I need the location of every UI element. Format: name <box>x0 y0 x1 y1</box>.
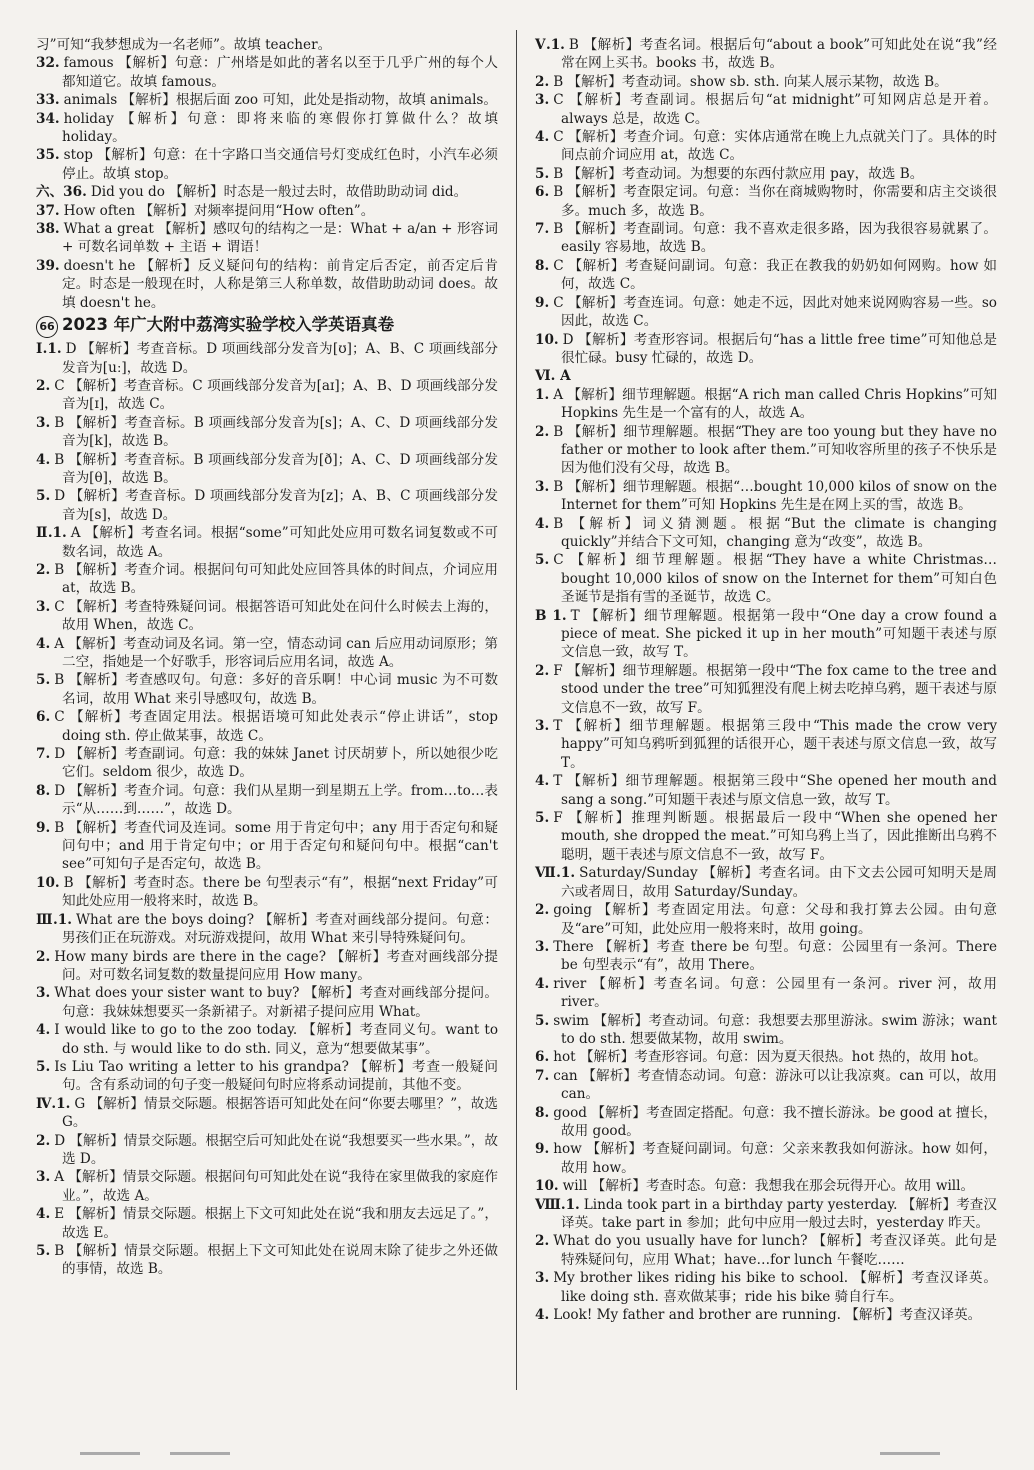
answer-text: My brother likes riding his bike to school. 【解析】考查汉译英。like doing sth. 喜欢做某事；ride his bike 骑自行车。 <box>553 1270 997 1305</box>
answer-number: Ⅴ.1. <box>535 37 565 53</box>
footer-marks <box>0 1452 1034 1462</box>
answer-number: Ⅳ.1. <box>36 1095 71 1112</box>
answer-text: T 【解析】细节理解题。根据第三段中“She opened her mouth and sang a song.”可知题干表述与原文信息一致，故写 T。 <box>553 773 997 808</box>
answer-text: Saturday/Sunday 【解析】考查名词。由下文去公园可知明天是周六或者周日，故用 Saturday/Sunday。 <box>561 865 998 900</box>
answer-number: 10. <box>535 1178 559 1195</box>
answer-text: going 【解析】考查固定用法。句意：父母和我打算去公园。由句意及“are”可知，此处应用一般将来时，故用 going。 <box>553 902 997 937</box>
answer-number: 4. <box>36 1022 51 1039</box>
answer-text: doesn't he 【解析】反义疑问句的结构：前肯定后否定，前否定后肯定。时态是一般现在时，人称是第三人称单数，故借助助动词 does。故填 doesn't he。 <box>62 257 498 311</box>
answer-item <box>535 367 997 385</box>
answer-number: 5. <box>535 1012 550 1029</box>
answer-item <box>535 1067 997 1104</box>
answer-item <box>36 1168 498 1205</box>
answer-item <box>535 938 997 975</box>
answer-text: A 【解析】考查名词。根据“some”可知此处应用可数名词复数或不可数名词，故选 A。 <box>62 525 498 560</box>
answer-item <box>535 91 997 128</box>
answer-number: 3. <box>535 1270 550 1287</box>
answer-number: Ⅱ.1. <box>36 525 67 542</box>
answer-number: 3. <box>535 718 550 735</box>
answer-item <box>535 220 997 257</box>
answer-number: 5. <box>36 1058 51 1075</box>
answer-text: B 【解析】考查感叹句。句意：多好的音乐啊！中心词 music 为不可数名词，故用 What 来引导感叹句，故选 B。 <box>54 672 498 707</box>
answer-number: 5. <box>535 552 550 569</box>
answer-item <box>36 110 498 147</box>
answer-text: What does your sister want to buy? 【解析】考查对画线部分提问。句意：我妹妹想要买一条新裙子。对新裙子提问应用 What。 <box>54 985 498 1020</box>
answer-text: will 【解析】考查时态。句意：我想我在那会玩得开心。故用 will。 <box>562 1178 975 1195</box>
answer-text: How many birds are there in the cage? 【解析】考查对画线部分提问。对可数名词复数的数量提问应用 How many。 <box>54 948 498 983</box>
answer-text: B 【解析】细节理解题。根据“They are too young but they have no father or mother to look after them.”可知收容所里的孩子不快乐是因为他们没有父母，故选 B。 <box>553 423 997 477</box>
answer-item <box>36 220 498 257</box>
answer-number: 3. <box>36 1169 51 1186</box>
answer-text: What do you usually have for lunch? 【解析】考查汉译英。此句是特殊疑问句，应用 What；have…for lunch 午餐吃…… <box>553 1233 997 1268</box>
column-divider <box>516 30 517 1390</box>
answer-text: B 【解析】考查代词及连词。some 用于肯定句中；any 用于否定句和疑问句中；and 用于肯定句中；or 用于否定句和疑问句中。根据“can't see”可知句子是否定句，故选 B。 <box>54 819 498 873</box>
answer-text: B 【解析】细节理解题。根据“…bought 10,000 kilos of snow on the Internet for them”可知 Hopkins 先生是在网上买的雪，故选 B。 <box>553 478 997 514</box>
answer-text: Look! My father and brother are running. 【解析】考查汉译英。 <box>553 1307 982 1324</box>
answer-item <box>36 874 498 911</box>
answer-item <box>36 1242 498 1279</box>
answer-text: river 【解析】考查名词。句意：公园里有一条河。river 河，故用 river。 <box>553 975 997 1011</box>
answer-item <box>535 257 997 294</box>
answer-item <box>535 607 997 662</box>
answer-number: 4. <box>535 1307 550 1324</box>
answer-text: A 【解析】情景交际题。根据问句可知此处在说“我待在家里做我的家庭作业。”，故选 A。 <box>54 1169 498 1204</box>
right-answer-list <box>535 36 997 1324</box>
answer-item <box>535 1177 997 1195</box>
answer-item <box>36 377 498 414</box>
answer-number: 9. <box>535 1141 550 1158</box>
answer-text: D 【解析】情景交际题。根据空后可知此处在说“我想要买一些水果。”，故选 D。 <box>54 1132 498 1167</box>
answer-text: T 【解析】细节理解题。根据第三段中“This made the crow very happy”可知乌鸦听到狐狸的话很开心，题干表述与原文信息一致，故写 T。 <box>553 718 997 771</box>
answer-item <box>36 782 498 819</box>
answer-text: swim 【解析】考查动词。句意：我想要去那里游泳。swim 游泳；want to do sth. 想要做某物，故用 swim。 <box>553 1012 997 1047</box>
answer-number: 34. <box>36 110 60 127</box>
answer-number: 5. <box>535 165 550 182</box>
answer-text: B 【解析】词义猜测题。根据“But the climate is changing quickly”并结合下文可知，changing 意为“改变”，故选 B。 <box>553 515 997 550</box>
answer-text: 习”可知“我梦想成为一名老师”。故填 teacher。 <box>36 37 332 53</box>
answer-item <box>36 1058 498 1095</box>
answer-number: 2. <box>36 561 51 578</box>
answer-item <box>535 294 997 331</box>
answer-item <box>535 165 997 183</box>
answer-number: 7. <box>535 221 550 238</box>
answer-number: 3. <box>36 985 51 1002</box>
answer-text: holiday 【解析】句意：即将来临的寒假你打算做什么？故填 holiday。 <box>62 110 498 146</box>
answer-item <box>535 1048 997 1066</box>
answer-item <box>535 331 997 368</box>
answer-number: 3. <box>36 598 51 615</box>
answer-text: D 【解析】考查介词。句意：我们从星期一到星期五上学。from…to…表示“从……到……”，故选 D。 <box>54 782 498 818</box>
answer-text: I would like to go to the zoo today. 【解析】考查同义句。want to do sth. 与 would like to do sth. 同义，意为“想要做某事”。 <box>54 1022 498 1057</box>
answer-item <box>535 478 997 515</box>
answer-number: 7. <box>36 746 51 763</box>
answer-number: Ⅶ.1. <box>535 865 576 882</box>
answer-text: B 【解析】考查副词。句意：我不喜欢走很多路，因为我很容易就累了。easily 容易地，故选 B。 <box>553 221 997 256</box>
answer-item <box>535 1012 997 1049</box>
answer-text: famous 【解析】句意：广州塔是如此的著名以至于几乎广州的每个人都知道它。故填 famous。 <box>62 55 498 90</box>
answer-text: B 【解析】考查音标。B 项画线部分发音为[s]；A、C、D 项画线部分发音为[k]，故选 B。 <box>54 414 498 450</box>
answer-item <box>36 451 498 488</box>
section-title <box>36 314 498 338</box>
answer-item <box>36 1132 498 1169</box>
answer-item <box>535 183 997 220</box>
answer-text: C 【解析】考查副词。根据后句“at midnight”可知网店总是开着。always 总是，故选 C。 <box>553 92 997 127</box>
answer-item <box>36 561 498 598</box>
answer-item <box>36 340 498 377</box>
answer-item <box>36 948 498 985</box>
answer-text: C 【解析】考查疑问副词。句意：我正在教我的奶奶如何网购。how 如何，故选 C。 <box>553 257 997 293</box>
answer-item <box>535 423 997 478</box>
answer-item <box>535 901 997 938</box>
answer-item <box>36 146 498 183</box>
answer-item <box>36 202 498 220</box>
left-column <box>36 36 498 1279</box>
answer-number: 4. <box>535 515 550 532</box>
answer-item <box>36 257 498 312</box>
answer-text: B 【解析】情景交际题。根据上下文可知此处在说周末除了徒步之外还做的事情，故选 B。 <box>54 1243 498 1278</box>
answer-text: F 【解析】细节理解题。根据第一段中“The fox came to the tree and stood under the tree”可知狐狸没有爬上树去吃掉乌鸦，题干表述与原文信息不一致，故写 F。 <box>553 662 997 716</box>
answer-text: B 【解析】考查动词。为想要的东西付款应用 pay，故选 B。 <box>553 165 924 182</box>
answer-number: 4. <box>535 129 550 146</box>
answer-item <box>36 671 498 708</box>
answer-number: 5. <box>36 1243 51 1259</box>
answer-text: B 【解析】考查时态。there be 句型表示“有”，根据“next Friday”可知此处应用一般将来时，故选 B。 <box>62 874 498 910</box>
answer-text: good 【解析】考查固定搭配。句意：我不擅长游泳。be good at 擅长，故用 good。 <box>553 1104 997 1139</box>
answer-item <box>36 414 498 451</box>
answer-text: C 【解析】考查特殊疑问词。根据答语可知此处在问什么时候去上海的，故用 When，故选 C。 <box>54 598 498 634</box>
answer-number: 2. <box>535 902 550 919</box>
answer-item <box>535 1140 997 1177</box>
answer-item <box>535 1306 997 1324</box>
answer-item <box>535 975 997 1012</box>
answer-number: 3. <box>535 938 550 955</box>
answer-number: 2. <box>36 377 51 394</box>
answer-text: C 【解析】考查连词。句意：她走不远，因此对她来说网购容易一些。so 因此，故选 C。 <box>553 294 997 330</box>
answer-number: 6. <box>535 184 550 201</box>
answer-text: T 【解析】细节理解题。根据第一段中“One day a crow found a piece of meat. She picked it up in her mouth”可知题干表述与原文信息一致，故写 T。 <box>561 607 997 661</box>
answer-item <box>36 91 498 109</box>
answer-item <box>36 524 498 561</box>
answer-number: 33. <box>36 92 60 109</box>
answer-number: 2. <box>535 1233 550 1250</box>
answer-text: A 【解析】考查动词及名词。第一空，情态动词 can 后应用动词原形；第二空，指她是一个好歌手，形容词后应用名词，故选 A。 <box>54 635 498 670</box>
answer-text: can 【解析】考查情态动词。句意：游泳可以让我凉爽。can 可以，故用 can。 <box>553 1067 997 1103</box>
answer-item <box>535 128 997 165</box>
answer-text: B 【解析】考查音标。B 项画线部分发音为[ð]；A、C、D 项画线部分发音为[θ]，故选 B。 <box>54 451 498 486</box>
answer-number: 2. <box>36 1132 51 1149</box>
answer-number: 10. <box>535 331 559 348</box>
answer-text: stop 【解析】句意：在十字路口当交通信号灯变成红色时，小汽车必须停止。故填 stop。 <box>62 147 498 182</box>
answer-number: 37. <box>36 202 60 219</box>
answer-item <box>535 864 997 901</box>
answer-number: 2. <box>535 423 550 440</box>
answer-text: F 【解析】推理判断题。根据最后一段中“When she opened her mouth, she dropped the meat.”可知乌鸦上当了，因此推断出乌鸦不聪明，题干表述与原文信息不一致，故写 F。 <box>553 810 997 863</box>
answer-number: 6. <box>535 1049 550 1066</box>
answer-number: 2. <box>36 948 51 965</box>
answer-item <box>535 1196 997 1233</box>
answer-text: C 【解析】考查音标。C 项画线部分发音为[aɪ]；A、B、D 项画线部分发音为[ɪ]，故选 C。 <box>54 377 498 413</box>
answer-number: Ⅵ. A <box>535 368 571 385</box>
answer-number: 3. <box>36 414 51 431</box>
answer-text: There 【解析】考查 there be 句型。句意：公园里有一条河。There be 句型表示“有”，故用 There。 <box>553 938 997 974</box>
answer-text: D 【解析】考查音标。D 项画线部分发音为[ʊ]；A、B、C 项画线部分发音为[uː]，故选 D。 <box>62 341 498 376</box>
answer-item <box>36 183 498 201</box>
answer-text: B 【解析】考查名词。根据后句“about a book”可知此处在说“我”经常在网上买书。books 书，故选 B。 <box>561 37 997 72</box>
answer-text: Is Liu Tao writing a letter to his grandpa? 【解析】考查一般疑问句。含有系动词的句子变一般疑问句时应将系动词提前，其他不变。 <box>54 1058 498 1094</box>
answer-text: How often 【解析】对频率提问用“How often”。 <box>63 202 375 219</box>
answer-number: 3. <box>535 92 550 109</box>
answer-text: D 【解析】考查音标。D 项画线部分发音为[z]；A、B、C 项画线部分发音为[s]，故选 D。 <box>54 488 498 523</box>
answer-text: B 【解析】考查限定词。句意：当你在商城购物时，你需要和店主交谈很多。much 多，故选 B。 <box>553 184 997 219</box>
answer-text: Did you do 【解析】时态是一般过去时，故借助助动词 did。 <box>90 184 468 201</box>
answer-number: Ⅷ.1. <box>535 1196 580 1213</box>
answer-number: 4. <box>36 635 51 652</box>
answer-item <box>36 54 498 91</box>
section-number-badge: 66 <box>36 316 58 338</box>
answer-item <box>36 635 498 672</box>
answer-text: D 【解析】考查形容词。根据后句“has a little free time”可知他总是很忙碌。busy 忙碌的，故选 D。 <box>561 331 997 366</box>
answer-number: Ⅰ.1. <box>36 341 62 358</box>
answer-item <box>535 1104 997 1141</box>
answer-number: 8. <box>535 257 550 274</box>
answer-item <box>535 386 997 423</box>
answer-number: 5. <box>36 488 51 505</box>
answer-number: 9. <box>535 294 550 311</box>
answer-item <box>36 1095 498 1132</box>
answer-number: B 1. <box>535 607 567 624</box>
answer-number: 8. <box>36 782 51 799</box>
answer-text: animals 【解析】根据后面 zoo 可知，此处是指动物，故填 animals。 <box>63 92 497 109</box>
answer-item <box>36 819 498 874</box>
answer-text: D 【解析】考查副词。句意：我的妹妹 Janet 讨厌胡萝卜，所以她很少吃它们。seldom 很少，故选 D。 <box>54 746 498 781</box>
left-answer-list-2 <box>36 340 498 1279</box>
answer-number: 6. <box>36 709 51 726</box>
answer-item <box>535 551 997 606</box>
answer-number: Ⅲ.1. <box>36 911 72 928</box>
left-answer-list-1 <box>36 36 498 312</box>
answer-item <box>36 984 498 1021</box>
answer-item <box>36 708 498 745</box>
answer-item <box>535 809 997 864</box>
answer-item <box>36 1205 498 1242</box>
answer-item <box>535 662 997 717</box>
answer-number: 5. <box>36 672 51 689</box>
answer-number: 38. <box>36 221 60 238</box>
answer-number: 六、36. <box>36 184 87 201</box>
answer-number: 7. <box>535 1067 550 1084</box>
answer-item <box>535 36 997 73</box>
answer-text: B 【解析】考查动词。show sb. sth. 向某人展示某物，故选 B。 <box>553 73 948 90</box>
answer-text: hot 【解析】考查形容词。句意：因为夏天很热。hot 热的，故用 hot。 <box>553 1049 987 1066</box>
answer-item <box>535 515 997 552</box>
answer-text: C 【解析】考查介词。句意：实体店通常在晚上九点就关门了。具体的时间点前介词应用 at，故选 C。 <box>553 129 997 164</box>
answer-number: 3. <box>535 478 550 495</box>
answer-text: A 【解析】细节理解题。根据“A rich man called Chris Hopkins”可知 Hopkins 先生是一个富有的人，故选 A。 <box>553 386 997 422</box>
answer-text: What a great 【解析】感叹句的结构之一是：What + a/an + 形容词 + 可数名词单数 + 主语 + 谓语！ <box>62 221 498 256</box>
answer-text: B 【解析】考查介词。根据问句可知此处应回答具体的时间点，介词应用 at，故选 B。 <box>54 561 498 597</box>
answer-number: 5. <box>535 810 550 827</box>
answer-item <box>36 745 498 782</box>
answer-item <box>36 598 498 635</box>
answer-number: 4. <box>535 975 550 992</box>
answer-text: C 【解析】细节理解题。根据“They have a white Christmas…bought 10,000 kilos of snow on the Internet for them”可知白色圣诞节是指有雪的圣诞节，故选 C。 <box>553 552 997 606</box>
answer-item <box>36 1021 498 1058</box>
answer-number: 2. <box>535 73 550 90</box>
answer-number: 8. <box>535 1104 550 1121</box>
answer-number: 39. <box>36 257 60 274</box>
answer-item <box>535 1269 997 1306</box>
answer-number: 32. <box>36 55 60 72</box>
answer-number: 9. <box>36 819 51 836</box>
answer-item <box>535 717 997 772</box>
answer-item <box>36 36 498 54</box>
answer-number: 4. <box>36 1206 51 1223</box>
right-column <box>535 36 997 1324</box>
answer-item <box>535 772 997 809</box>
answer-item <box>36 487 498 524</box>
answer-text: C 【解析】考查固定用法。根据语境可知此处表示“停止讲话”，stop doing sth. 停止做某事，故选 C。 <box>54 709 498 744</box>
section-title-text: 2023 年广大附中荔湾实验学校入学英语真卷 <box>62 315 395 335</box>
answer-text: What are the boys doing? 【解析】考查对画线部分提问。句意：男孩们正在玩游戏。对玩游戏提问，故用 What 来引导特殊疑问句。 <box>62 911 498 947</box>
answer-number: 10. <box>36 874 60 891</box>
answer-number: 4. <box>36 451 51 468</box>
answer-number: 1. <box>535 386 550 403</box>
answer-number: 2. <box>535 662 550 679</box>
answer-item <box>535 1232 997 1269</box>
answer-text: G 【解析】情景交际题。根据答语可知此处在问“你要去哪里？”，故选 G。 <box>62 1095 499 1131</box>
answer-text: Linda took part in a birthday party yesterday. 【解析】考查汉译英。take part in 参加；此句中应用一般过去时，yesterday 昨天。 <box>561 1196 997 1231</box>
answer-number: 4. <box>535 773 550 790</box>
answer-item <box>535 73 997 91</box>
answer-number: 35. <box>36 147 60 164</box>
answer-text: E 【解析】情景交际题。根据上下文可知此处在说“我和朋友去远足了。”，故选 E。 <box>54 1206 498 1241</box>
answer-item <box>36 911 498 948</box>
answer-text: how 【解析】考查疑问副词。句意：父亲来教我如何游泳。how 如何，故用 how。 <box>553 1141 997 1176</box>
